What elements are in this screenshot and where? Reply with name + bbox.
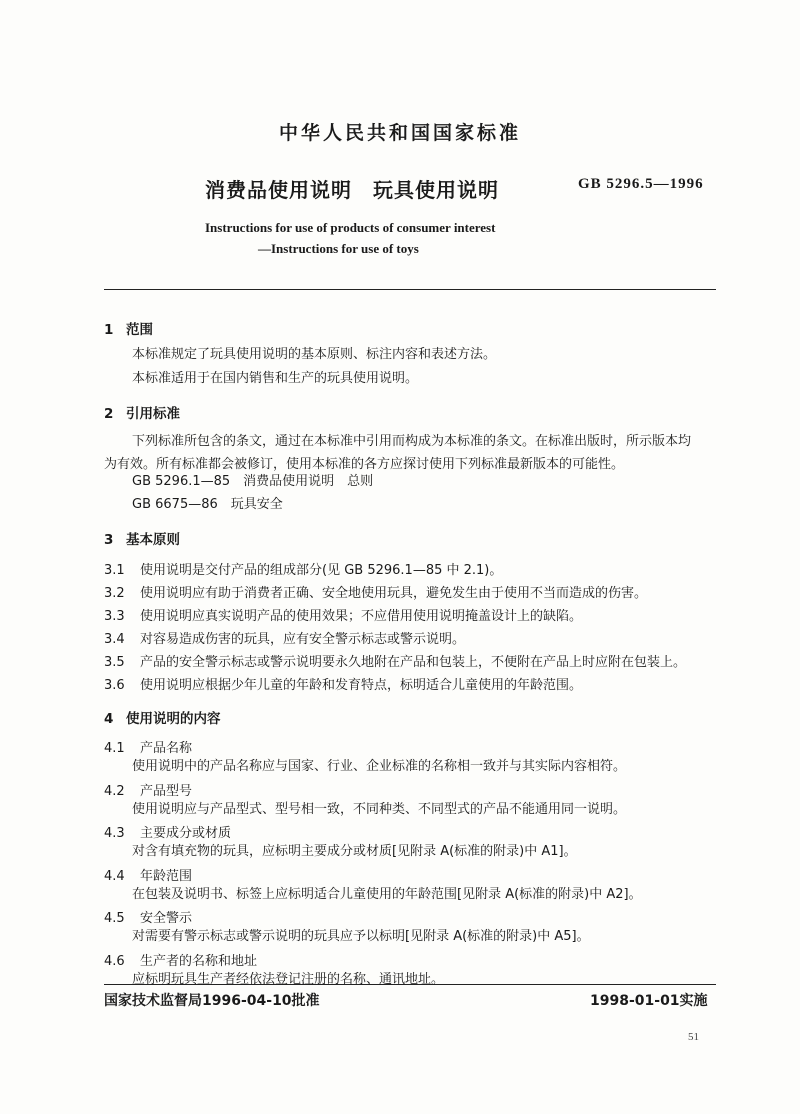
approval-date: 国家技术监督局1996-04-10批准 xyxy=(104,993,320,1009)
paragraph: 本标准适用于在国内销售和生产的玩具使用说明。 xyxy=(132,371,419,386)
clause-number: 3.5 xyxy=(104,655,125,670)
clause-number: 3.4 xyxy=(104,632,125,647)
clause-text: 对容易造成伤害的玩具，应有安全警示标志或警示说明。 xyxy=(140,632,466,647)
section-number: 3 xyxy=(104,532,114,548)
clause-text: 产品的安全警示标志或警示说明要永久地附在产品和包装上，不便附在产品上时应附在包装上。 xyxy=(140,655,687,670)
clause-number: 3.2 xyxy=(104,586,125,601)
clause-item xyxy=(104,605,582,624)
clause-number: 3.1 xyxy=(104,563,125,578)
reference-item: GB 6675—86 玩具安全 xyxy=(132,497,283,512)
section-number: 2 xyxy=(104,406,114,422)
english-title-line-1: Instructions for use of products of consumer interest xyxy=(205,220,496,235)
paragraph: 下列标准所包含的条文，通过在本标准中引用而构成为本标准的条文。在标准出版时，所示版本均 xyxy=(132,434,692,449)
section-title: 使用说明的内容 xyxy=(126,711,221,727)
clause-title: 安全警示 xyxy=(140,911,193,926)
standard-number: GB 5296.5—1996 xyxy=(578,176,704,192)
page-number: 51 xyxy=(688,1031,699,1043)
clause-text: 使用说明应真实说明产品的使用效果；不应借用使用说明掩盖设计上的缺陷。 xyxy=(140,609,583,624)
clause-title: 主要成分或材质 xyxy=(140,826,232,841)
footer-divider xyxy=(104,984,716,985)
clause-title: 生产者的名称和地址 xyxy=(140,954,258,969)
clause-number: 4.6 xyxy=(104,954,125,969)
clause-title: 产品名称 xyxy=(140,741,193,756)
clause-description: 使用说明中的产品名称应与国家、行业、企业标准的名称相一致并与其实际内容相符。 xyxy=(132,759,627,774)
reference-item: GB 5296.1—85 消费品使用说明 总则 xyxy=(132,474,374,489)
clause-title: 年龄范围 xyxy=(140,869,193,884)
clause-number: 4.5 xyxy=(104,911,125,926)
clause-description: 对含有填充物的玩具，应标明主要成分或材质[见附录 A(标准的附录)中 A1]。 xyxy=(132,844,577,859)
section-number: 1 xyxy=(104,322,114,338)
clause-item xyxy=(104,674,582,693)
paragraph: 本标准规定了玩具使用说明的基本原则、标注内容和表述方法。 xyxy=(132,347,497,362)
national-standard-header: 中华人民共和国国家标准 xyxy=(278,122,521,144)
section-number: 4 xyxy=(104,711,114,727)
clause-number: 4.4 xyxy=(104,869,125,884)
section-heading-1 xyxy=(104,318,153,338)
section-heading-3 xyxy=(104,528,180,548)
clause-description: 在包装及说明书、标签上应标明适合儿童使用的年龄范围[见附录 A(标准的附录)中 A2]。 xyxy=(132,887,642,902)
subclause-heading xyxy=(104,950,257,969)
clause-title: 产品型号 xyxy=(140,784,193,799)
section-heading-4 xyxy=(104,707,221,727)
subclause-heading xyxy=(104,865,192,884)
clause-text: 使用说明应根据少年儿童的年龄和发育特点，标明适合儿童使用的年龄范围。 xyxy=(140,678,583,693)
header-divider xyxy=(104,289,716,290)
clause-item xyxy=(104,628,465,647)
subclause-heading xyxy=(104,822,231,841)
section-title: 基本原则 xyxy=(126,532,180,548)
document-title: 消费品使用说明 玩具使用说明 xyxy=(205,178,499,202)
clause-number: 4.3 xyxy=(104,826,125,841)
clause-description: 应标明玩具生产者经依法登记注册的名称、通讯地址。 xyxy=(132,972,445,987)
clause-number: 3.3 xyxy=(104,609,125,624)
subclause-heading xyxy=(104,780,192,799)
subclause-heading xyxy=(104,907,192,926)
effective-date: 1998-01-01实施 xyxy=(590,993,708,1009)
clause-item xyxy=(104,651,686,670)
clause-text: 使用说明是交付产品的组成部分(见 GB 5296.1—85 中 2.1)。 xyxy=(140,563,503,578)
clause-item xyxy=(104,559,502,578)
paragraph: 为有效。所有标准都会被修订，使用本标准的各方应探讨使用下列标准最新版本的可能性。 xyxy=(104,457,625,472)
clause-description: 对需要有警示标志或警示说明的玩具应予以标明[见附录 A(标准的附录)中 A5]。 xyxy=(132,929,590,944)
clause-number: 4.2 xyxy=(104,784,125,799)
clause-item xyxy=(104,582,647,601)
english-title-line-2: —Instructions for use of toys xyxy=(258,241,419,256)
section-title: 引用标准 xyxy=(126,406,180,422)
clause-text: 使用说明应有助于消费者正确、安全地使用玩具，避免发生由于使用不当而造成的伤害。 xyxy=(140,586,648,601)
section-title: 范围 xyxy=(126,322,153,338)
subclause-heading xyxy=(104,737,192,756)
section-heading-2 xyxy=(104,402,180,422)
clause-description: 使用说明应与产品型式、型号相一致，不同种类、不同型式的产品不能通用同一说明。 xyxy=(132,802,627,817)
clause-number: 4.1 xyxy=(104,741,125,756)
clause-number: 3.6 xyxy=(104,678,125,693)
